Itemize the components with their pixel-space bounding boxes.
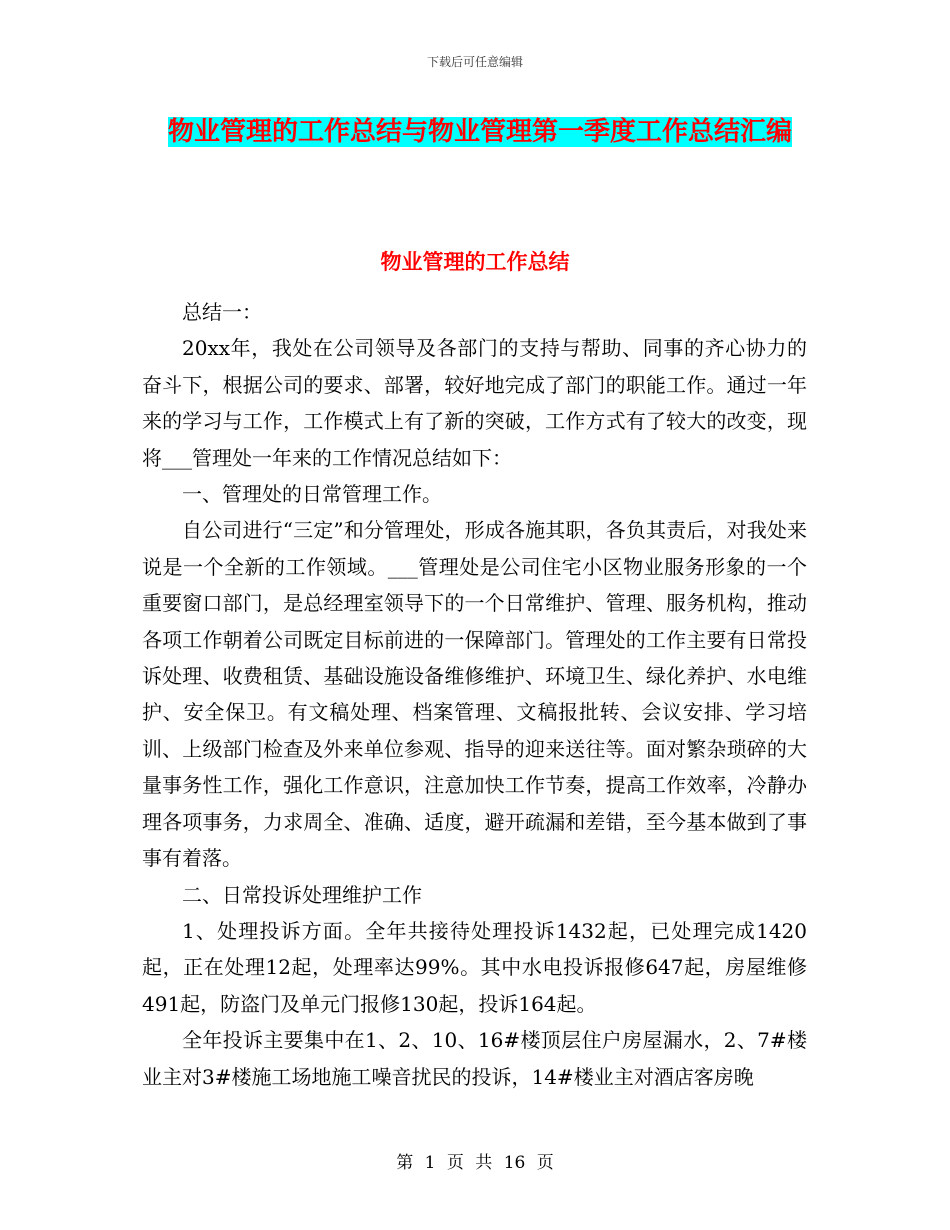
paragraph: 一、管理处的日常管理工作。 (182, 482, 442, 507)
paragraph: 二、日常投诉处理维护工作 (182, 882, 422, 907)
page-footer: 第 1 页 共 16 页 (396, 1153, 554, 1173)
header-note: 下载后可任意编辑 (426, 55, 523, 69)
paragraph: 1、处理投诉方面。全年共接待处理投诉1432起，已处理完成1420起，正在处理12起，处理率达99%。其中水电投诉报修647起，房屋维修491起，防盗门及单元门报修130起，投诉164起。 (142, 918, 807, 1016)
document-title-text: 物业管理的工作总结与物业管理第一季度工作总结汇编 (167, 117, 792, 147)
document-title (140, 110, 820, 154)
section-subtitle: 物业管理的工作总结 (380, 250, 570, 274)
paragraph: 20xx年，我处在公司领导及各部门的支持与帮助、同事的齐心协力的奋斗下，根据公司的要求、部署，较好地完成了部门的职能工作。通过一年来的学习与工作，工作模式上有了新的突破，工作方式有了较大的改变，现将___管理处一年来的工作情况总结如下： (142, 336, 807, 470)
paragraph: 自公司进行“三定”和分管理处，形成各施其职，各负其责后，对我处来说是一个全新的工作领域。___管理处是公司住宅小区物业服务形象的一个重要窗口部门，是总经理室领导下的一个日常维护、管理、服务机构，推动各项工作朝着公司既定目标前进的一保障部门。管理处的工作主要有日常投诉处理、收费租赁、基础设施设备维修维护、环境卫生、绿化养护、水电维护、安全保卫。有文稿处理、档案管理、文稿报批转、会议安排、学习培训、上级部门检查及外来单位参观、指导的迎来送往等。面对繁杂琐碎的大量事务性工作，强化工作意识，注意加快工作节奏，提高工作效率，冷静办理各项事务，力求周全、准确、适度，避开疏漏和差错，至今基本做到了事事有着落。 (142, 518, 807, 871)
document-body (142, 294, 807, 1095)
paragraph: 全年投诉主要集中在1、2、10、16#楼顶层住户房屋漏水，2、7#楼业主对3#楼施工场地施工噪音扰民的投诉，14#楼业主对酒店客房晚 (142, 1028, 807, 1089)
paragraph: 总结一： (182, 300, 262, 324)
